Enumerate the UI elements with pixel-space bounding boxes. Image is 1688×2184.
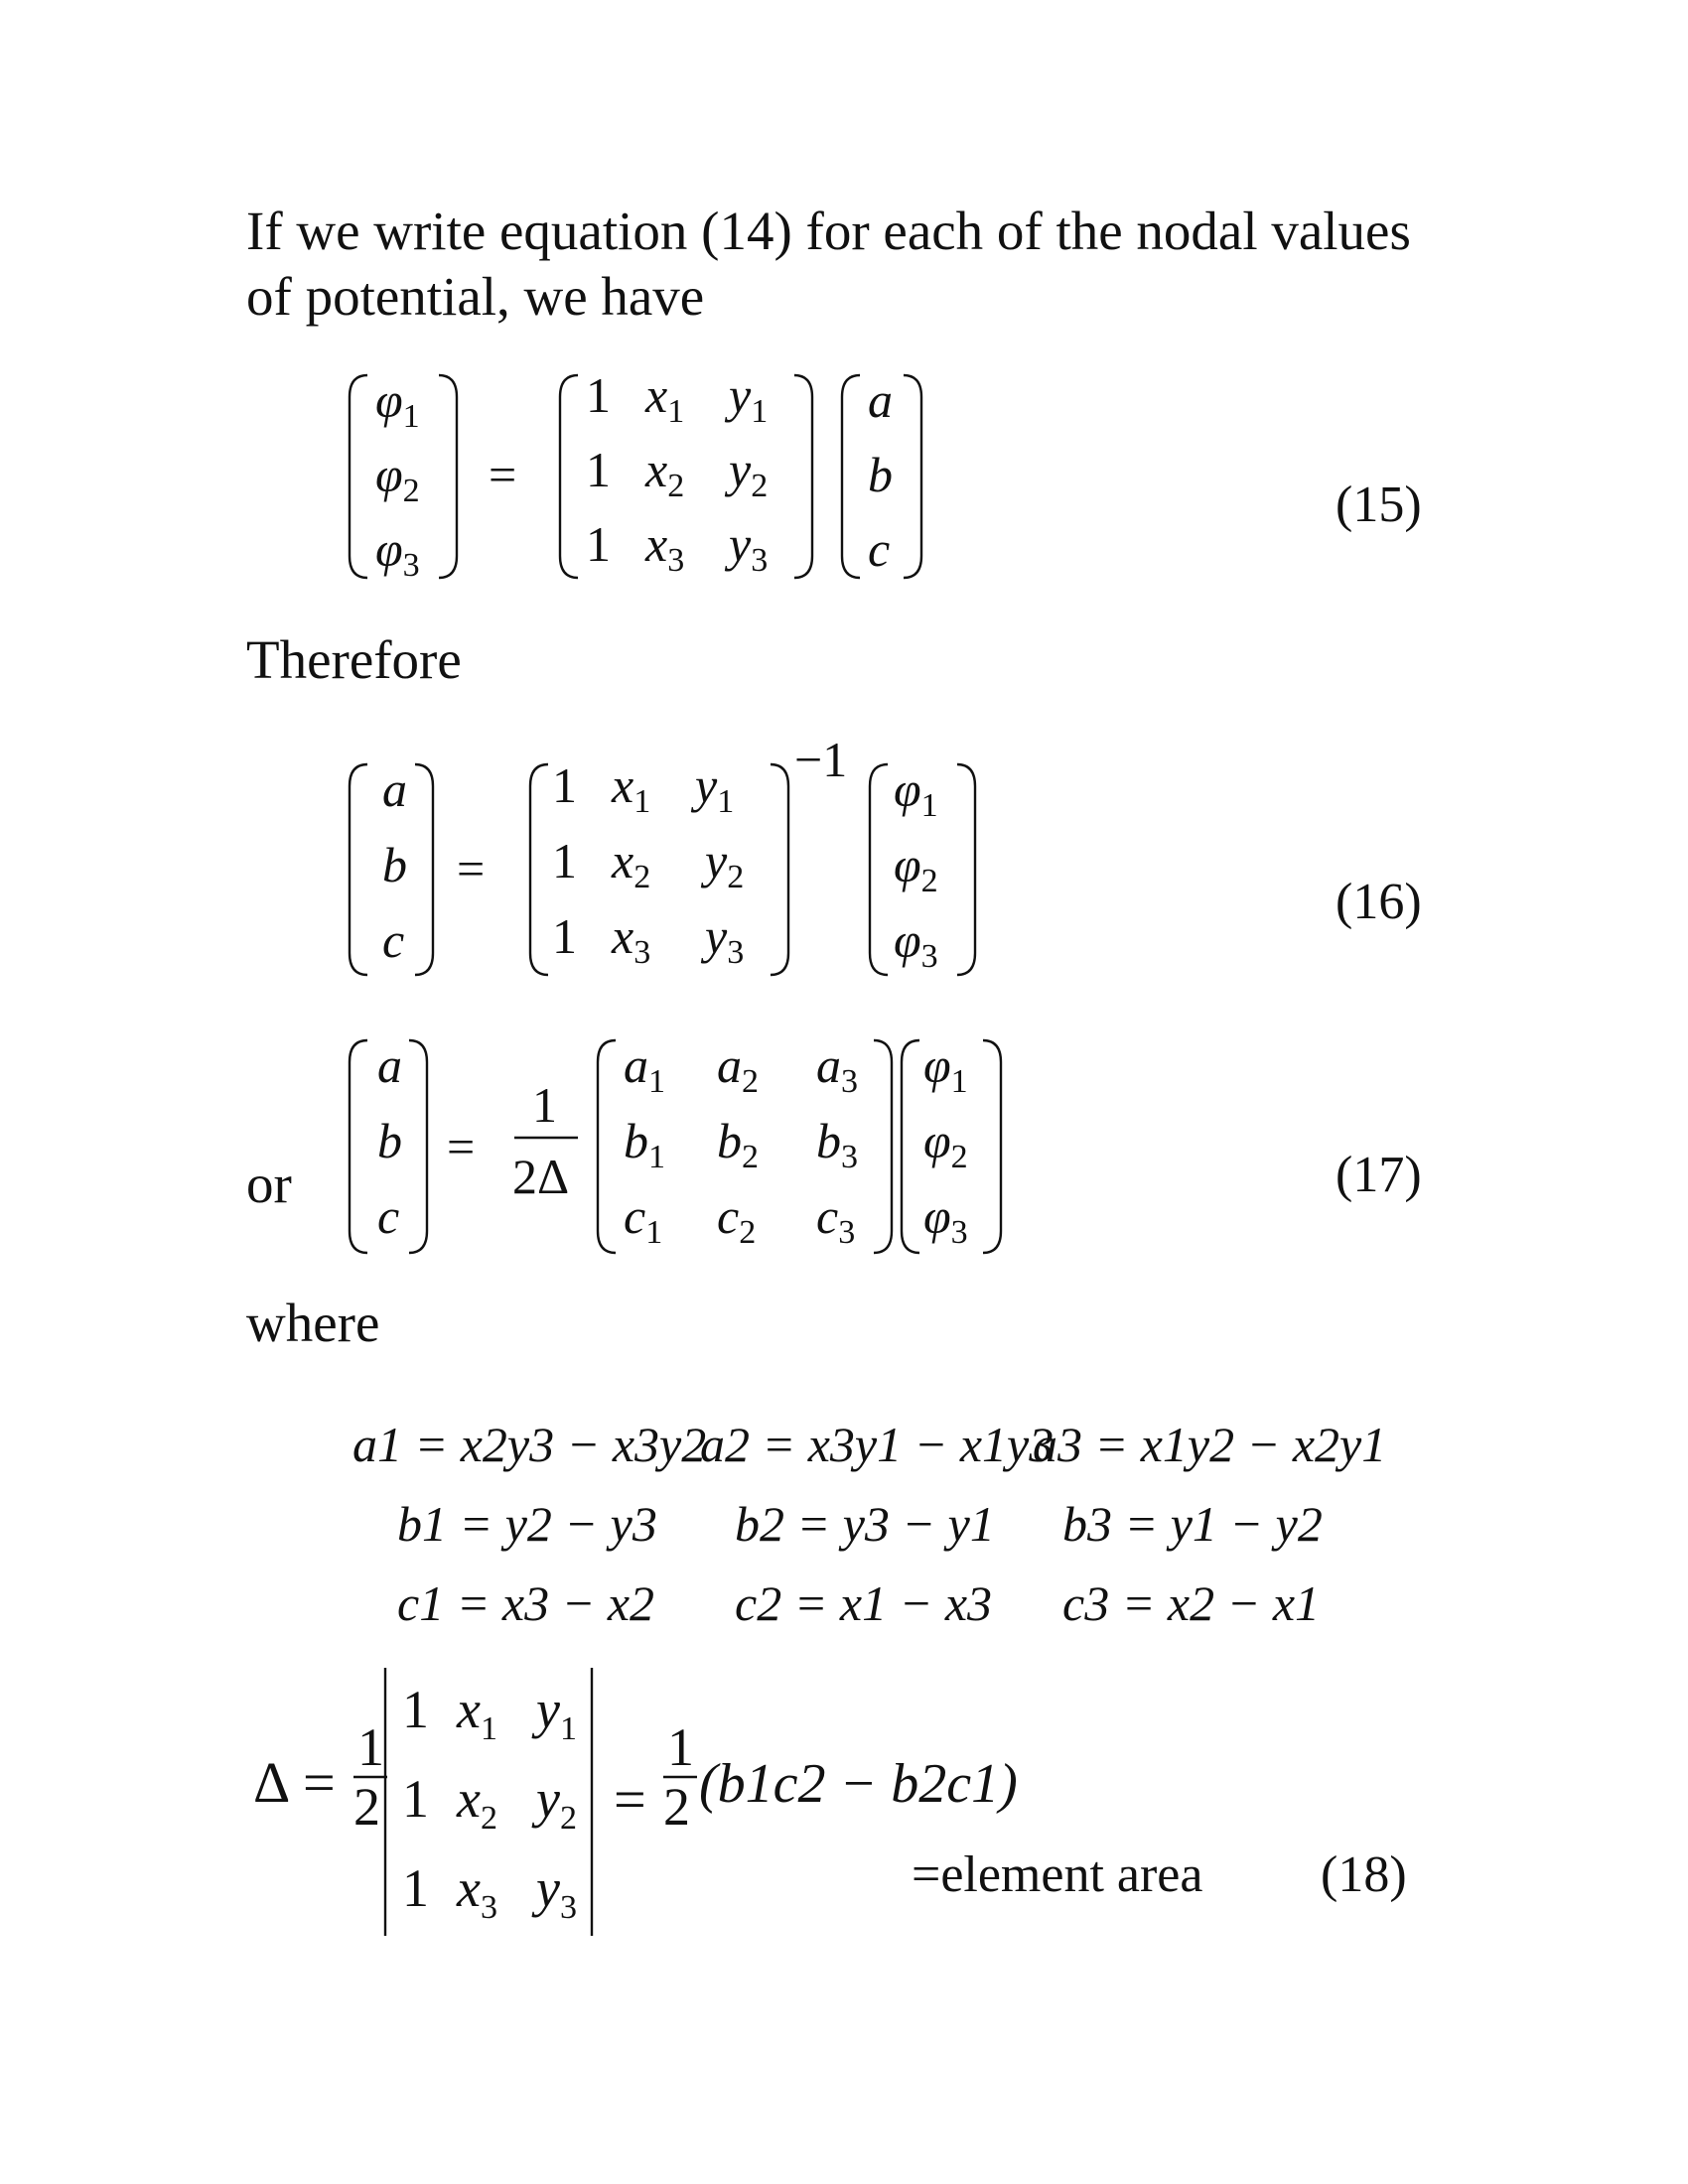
coef-c2: c2 = x1 − x3 bbox=[735, 1575, 993, 1631]
svg-text:y2: $y_2$ bbox=[536, 1769, 577, 1837]
svg-text:2: 2 bbox=[353, 1777, 380, 1837]
equation-18 bbox=[253, 1668, 1407, 1936]
svg-text:2: 2 bbox=[663, 1777, 690, 1837]
equals-sign: = bbox=[447, 1119, 476, 1174]
svg-text:x3: $x_3$ bbox=[645, 516, 685, 579]
intro-line-2: of potential, we have bbox=[246, 266, 705, 327]
svg-text:φ2: $\varphi_2$ bbox=[894, 837, 938, 899]
svg-text:y1: $y_1$ bbox=[536, 1680, 577, 1747]
intro-line-1: If we write equation (14) for each of the nodal values bbox=[246, 201, 1411, 261]
svg-text:a2: $a_2$ bbox=[717, 1037, 759, 1100]
or-label: or bbox=[246, 1154, 292, 1214]
svg-text:φ3: $\varphi_3$ bbox=[923, 1188, 968, 1251]
element-area-label: =element area bbox=[912, 1846, 1203, 1903]
svg-text:1: 1 bbox=[552, 833, 577, 888]
coef-c1: c1 = x3 − x2 bbox=[397, 1575, 655, 1631]
svg-text:b: b bbox=[868, 447, 893, 502]
svg-text:1: 1 bbox=[586, 516, 611, 572]
svg-text:a1: $a_1$ bbox=[624, 1037, 665, 1100]
right-paren bbox=[794, 375, 812, 578]
coef-a3: a3 = x1y2 − x2y1 bbox=[1033, 1417, 1387, 1472]
coef-a1: a1 = x2y3 − x3y2 bbox=[352, 1417, 707, 1472]
right-paren bbox=[957, 764, 975, 975]
equals-sign: = bbox=[457, 841, 486, 896]
svg-text:b2: $b_2$ bbox=[717, 1113, 759, 1175]
svg-text:1: 1 bbox=[552, 908, 577, 964]
svg-text:1: 1 bbox=[402, 1858, 429, 1918]
svg-text:1: 1 bbox=[586, 442, 611, 497]
svg-text:a: a bbox=[868, 372, 893, 428]
left-paren bbox=[902, 1040, 919, 1253]
svg-text:c: c bbox=[382, 912, 405, 968]
equation-number-16: (16) bbox=[1336, 874, 1422, 930]
svg-text:φ2: $\varphi_2$ bbox=[375, 447, 420, 509]
equals-sign: = bbox=[303, 1750, 336, 1815]
svg-text:y3: $y_3$ bbox=[729, 516, 769, 579]
left-paren bbox=[598, 1040, 616, 1253]
svg-text:y3: $y_3$ bbox=[705, 908, 745, 971]
delta-symbol: Δ bbox=[253, 1750, 291, 1815]
svg-text:y2: $y_2$ bbox=[705, 833, 745, 895]
coefficient-definitions bbox=[352, 1417, 1386, 1631]
right-paren bbox=[771, 764, 788, 975]
left-paren bbox=[870, 764, 888, 975]
equation-15 bbox=[350, 367, 1422, 584]
svg-text:x2: $x_2$ bbox=[457, 1769, 497, 1837]
svg-text:a: a bbox=[377, 1037, 402, 1093]
left-paren bbox=[842, 375, 860, 578]
equation-number-18: (18) bbox=[1321, 1846, 1407, 1903]
svg-text:y1: $y_1$ bbox=[729, 367, 769, 430]
svg-text:a3: $a_3$ bbox=[816, 1037, 858, 1100]
area-expansion: (b1c2 − b2c1) bbox=[699, 1753, 1018, 1815]
svg-text:x1: $x_1$ bbox=[645, 367, 685, 430]
svg-text:x1: $x_1$ bbox=[612, 757, 651, 820]
svg-text:y2: $y_2$ bbox=[729, 442, 769, 504]
svg-text:x3: $x_3$ bbox=[612, 908, 651, 971]
svg-text:φ1: $\varphi_1$ bbox=[923, 1037, 968, 1100]
svg-text:y1: $y_1$ bbox=[695, 757, 735, 820]
svg-text:φ1: $\varphi_1$ bbox=[375, 372, 420, 435]
svg-text:1: 1 bbox=[667, 1717, 694, 1777]
equation-number-17: (17) bbox=[1336, 1147, 1422, 1203]
left-paren bbox=[560, 375, 578, 578]
svg-text:x2: $x_2$ bbox=[645, 442, 685, 504]
equals-sign: = bbox=[614, 1767, 646, 1832]
svg-text:φ2: $\varphi_2$ bbox=[923, 1113, 968, 1175]
svg-text:b: b bbox=[377, 1113, 402, 1168]
left-paren bbox=[350, 1040, 367, 1253]
svg-text:1: 1 bbox=[402, 1680, 429, 1739]
svg-text:1: 1 bbox=[586, 367, 611, 423]
svg-text:y3: $y_3$ bbox=[536, 1858, 577, 1926]
right-paren bbox=[409, 1040, 427, 1253]
svg-text:1: 1 bbox=[552, 757, 577, 813]
svg-text:x3: $x_3$ bbox=[457, 1858, 497, 1926]
svg-text:c2: $c_2$ bbox=[717, 1188, 757, 1251]
therefore-label: Therefore bbox=[246, 629, 462, 690]
svg-text:c: c bbox=[868, 521, 891, 577]
svg-text:φ1: $\varphi_1$ bbox=[894, 761, 938, 824]
fraction-numerator: 1 bbox=[532, 1077, 557, 1133]
svg-text:x1: $x_1$ bbox=[457, 1680, 497, 1747]
coef-c3: c3 = x2 − x1 bbox=[1062, 1575, 1321, 1631]
svg-text:1: 1 bbox=[402, 1769, 429, 1829]
left-paren bbox=[350, 375, 367, 578]
coef-b1: b1 = y2 − y3 bbox=[397, 1496, 657, 1552]
coef-a2: a2 = x3y1 − x1y3 bbox=[700, 1417, 1055, 1472]
svg-text:c3: $c_3$ bbox=[816, 1188, 856, 1251]
svg-text:c: c bbox=[377, 1188, 400, 1244]
svg-text:x2: $x_2$ bbox=[612, 833, 651, 895]
coef-b3: b3 = y1 − y2 bbox=[1062, 1496, 1323, 1552]
coef-b2: b2 = y3 − y1 bbox=[735, 1496, 995, 1552]
where-label: where bbox=[246, 1293, 380, 1353]
svg-text:φ3: $\varphi_3$ bbox=[894, 912, 938, 975]
svg-text:c1: $c_1$ bbox=[624, 1188, 663, 1251]
svg-text:1: 1 bbox=[357, 1717, 384, 1777]
equation-17 bbox=[350, 1037, 1422, 1253]
svg-text:a: a bbox=[382, 761, 407, 817]
svg-text:b1: $b_1$ bbox=[624, 1113, 665, 1175]
right-paren bbox=[983, 1040, 1001, 1253]
fraction-denominator: 2Δ bbox=[512, 1149, 570, 1204]
right-paren bbox=[874, 1040, 892, 1253]
svg-text:φ3: $\varphi_3$ bbox=[375, 521, 420, 584]
equation-number-15: (15) bbox=[1336, 477, 1422, 533]
svg-text:b: b bbox=[382, 837, 407, 892]
left-paren bbox=[350, 764, 367, 975]
right-paren bbox=[904, 375, 921, 578]
right-paren bbox=[415, 764, 433, 975]
equation-16 bbox=[350, 732, 1422, 975]
right-paren bbox=[439, 375, 457, 578]
svg-text:b3: $b_3$ bbox=[816, 1113, 858, 1175]
equals-sign: = bbox=[489, 447, 517, 502]
left-paren bbox=[530, 764, 548, 975]
inverse-exponent: −1 bbox=[794, 732, 848, 787]
